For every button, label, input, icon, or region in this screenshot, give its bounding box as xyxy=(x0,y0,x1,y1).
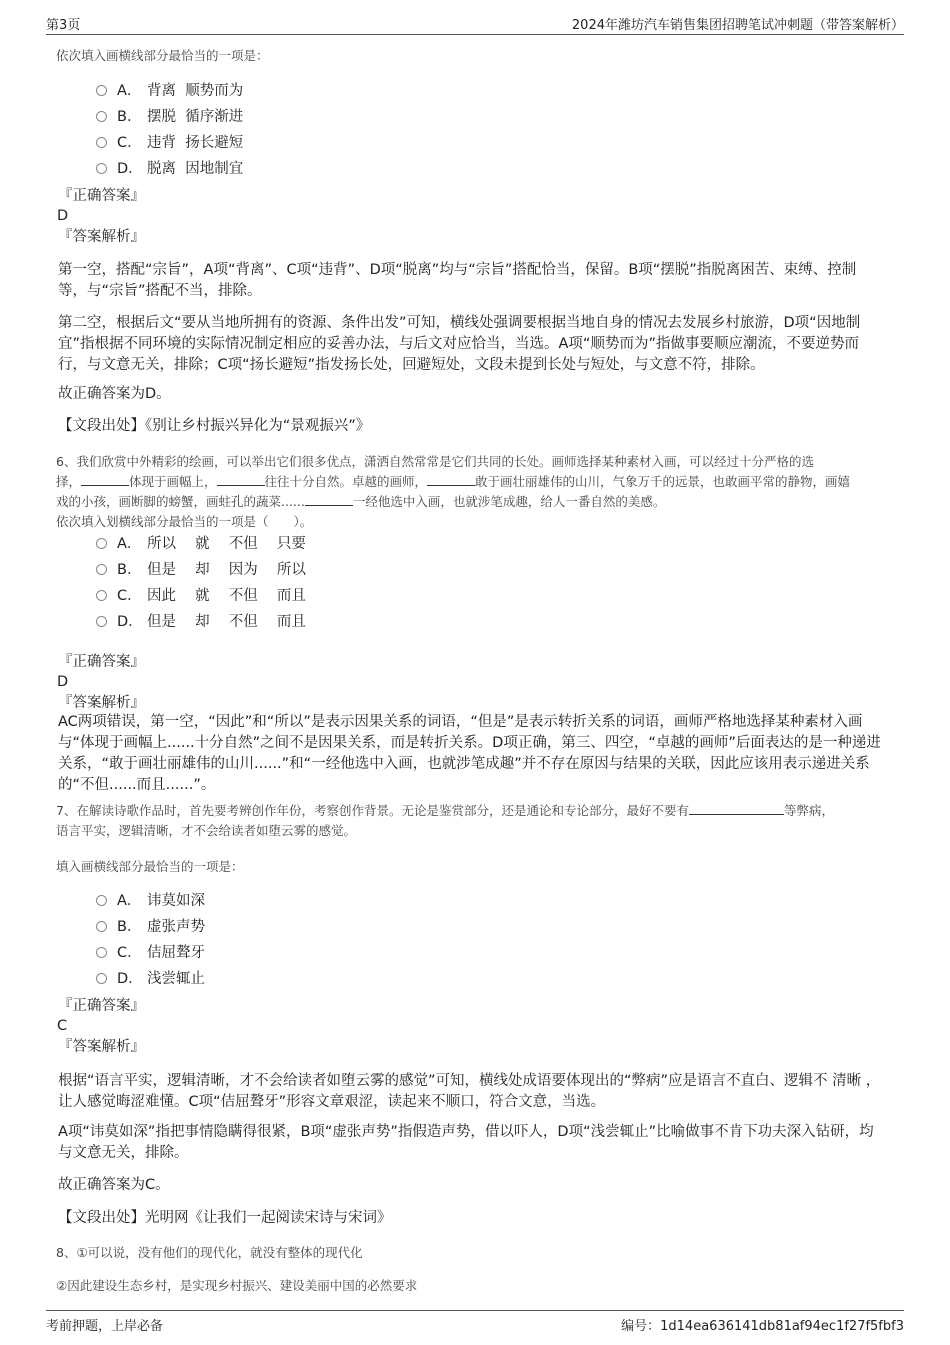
q6-option-b[interactable]: B． 但是 却 因为 所以 xyxy=(96,559,306,581)
radio-icon[interactable] xyxy=(96,616,107,627)
q6-analysis-label: 『答案解析』 xyxy=(58,695,145,711)
radio-icon[interactable] xyxy=(96,111,107,122)
q6-stem-line-2: 择， 体现于画幅上， 往往十分自然。卓越的画师， 敢于画壮丽雄伟的山川，气象万千的远景，也敢画平常的静物，画嬉 xyxy=(56,474,851,489)
q7-stem xyxy=(56,801,896,841)
q7-option-a[interactable]: A． 讳莫如深 xyxy=(96,890,205,912)
radio-icon[interactable] xyxy=(96,538,107,549)
fill-blank xyxy=(217,473,265,486)
q7-prompt: 填入画横线部分最恰当的一项是： xyxy=(56,859,244,874)
q5-analysis-paragraph-1: 第一空，搭配“宗旨”，A项“背离”、C项“违背”、D项“脱离”均与“宗旨”搭配恰当，保留。B项“摆脱”指脱离困苦、束缚、控制等，与“宗旨”搭配不当，排除。 xyxy=(58,262,857,299)
q7-answer-label: 『正确答案』 xyxy=(58,998,145,1014)
fill-blank xyxy=(689,802,784,815)
q7-option-b[interactable]: B． 虚张声势 xyxy=(96,916,205,938)
footer-slogan: 考前押题，上岸必备 xyxy=(46,1319,164,1334)
q7-analysis-paragraph-2: A项“讳莫如深”指把事情隐瞒得很紧，B项“虚张声势”指假造声势，借以吓人，D项“浅尝辄止”比喻做事不肯下功夫深入钻研，均与文意无关，排除。 xyxy=(58,1124,874,1161)
q6-answer: D xyxy=(57,674,69,690)
radio-icon[interactable] xyxy=(96,564,107,575)
q5-answer: D xyxy=(57,208,69,224)
q7-stem-part-1: 7、在解读诗歌作品时，首先要考辨创作年份，考察创作背景。无论是鉴赏部分，还是通论和专论部分，最好不要有 xyxy=(56,803,689,818)
radio-icon[interactable] xyxy=(96,85,107,96)
document-id: 编号：1d14ea636141db81af94ec1f27f5fbf3 xyxy=(621,1319,904,1334)
q5-option-a[interactable]: A． 背离 顺势而为 xyxy=(96,80,243,102)
q7-analysis-label: 『答案解析』 xyxy=(58,1039,145,1055)
q7-answer: C xyxy=(57,1018,68,1034)
q7-analysis-paragraph-1: 根据“语言平实，逻辑清晰，才不会给读者如堕云雾的感觉”可知，横线处成语要体现出的“弊病”应是语言不直白、逻辑不 清晰 ，让人感觉晦涩难懂。C项“佶屈聱牙”形容文章艰涩，读起来不顺口，符合文意，当选。 xyxy=(58,1073,881,1110)
q7-conclusion: 故正确答案为C。 xyxy=(58,1177,170,1193)
q5-analysis-label: 『答案解析』 xyxy=(58,229,145,245)
q7-stem-part-2: 等弊病， xyxy=(783,803,834,818)
q7-option-c[interactable]: C． 佶屈聱牙 xyxy=(96,942,205,964)
q5-analysis-paragraph-2: 第二空，根据后文“要从当地所拥有的资源、条件出发”可知，横线处强调要根据当地自身的情况去发展乡村旅游，D项“因地制宜”指根据不同环境的实际情况制定相应的妥善办法，与后文对应恰当，当选。A项“顺势而为”指做事要顺应潮流，不要逆势而行，与文意无关，排除；C项“扬长避短”指发扬长处，回避短处，文段未提到长处与短处，与文意不符，排除。 xyxy=(58,315,861,373)
radio-icon[interactable] xyxy=(96,163,107,174)
radio-icon[interactable] xyxy=(96,895,107,906)
q6-option-a[interactable]: A． 所以 就 不但 只要 xyxy=(96,533,306,555)
fill-blank xyxy=(305,493,353,506)
q6-prompt: 依次填入划横线部分最恰当的一项是（ ）。 xyxy=(56,514,313,529)
radio-icon[interactable] xyxy=(96,973,107,984)
q5-option-d[interactable]: D． 脱离 因地制宜 xyxy=(96,158,243,180)
page-header xyxy=(46,12,904,35)
q5-conclusion: 故正确答案为D。 xyxy=(58,386,171,402)
radio-icon[interactable] xyxy=(96,921,107,932)
radio-icon[interactable] xyxy=(96,947,107,958)
q8-line-2: ②因此建设生态乡村，是实现乡村振兴、建设美丽中国的必然要求 xyxy=(56,1278,418,1293)
q7-stem-part-3: 语言平实，逻辑清晰，才不会给读者如堕云雾的感觉。 xyxy=(56,823,357,838)
q5-option-b[interactable]: B． 摆脱 循序渐进 xyxy=(96,106,243,128)
document-title: 2024年潍坊汽车销售集团招聘笔试冲刺题（带答案解析） xyxy=(571,18,904,33)
fill-blank xyxy=(427,473,475,486)
q6-analysis: AC两项错误，第一空，“因此”和“所以”是表示因果关系的词语，“但是”是表示转折关系的词语，画师严格地选择某种素材入画与“体现于画幅上......十分自然”之间不是因果关系，而是转折关系。D项正确，第三、四空，“卓越的画师”后面表达的是一种递进关系，“敢于画壮丽雄伟的山川......”和“一经他选中入画，也就涉笔成趣”并不存在原因与结果的关联，因此应该用表示递进关系的“不但......而且......”。 xyxy=(58,714,881,793)
q7-source: 【文段出处】光明网《让我们一起阅读宋诗与宋词》 xyxy=(58,1210,392,1226)
q6-stem-line-3: 戏的小孩，画断脚的螃蟹，画蛀孔的蔬菜...... 一经他选中入画，也就涉笔成趣，给人一番自然的美感。 xyxy=(56,494,666,509)
page-footer xyxy=(46,1310,904,1335)
q5-option-c[interactable]: C． 违背 扬长避短 xyxy=(96,132,243,154)
q6-stem-line-1: 6、我们欣赏中外精彩的绘画，可以举出它们很多优点，潇洒自然常常是它们共同的长处。画师选择某种素材入画，可以经过十分严格的选 xyxy=(56,454,814,469)
q5-source: 【文段出处】《别让乡村振兴异化为“景观振兴”》 xyxy=(58,418,371,434)
q5-prompt: 依次填入画横线部分最恰当的一项是： xyxy=(56,48,269,63)
q8-line-1: 8、①可以说，没有他们的现代化，就没有整体的现代化 xyxy=(56,1245,363,1260)
q5-answer-label: 『正确答案』 xyxy=(58,188,145,204)
fill-blank xyxy=(81,473,129,486)
q6-answer-label: 『正确答案』 xyxy=(58,654,145,670)
q7-option-d[interactable]: D． 浅尝辄止 xyxy=(96,968,205,990)
q6-stem xyxy=(56,452,896,512)
q6-option-d[interactable]: D． 但是 却 不但 而且 xyxy=(96,611,306,633)
q6-option-c[interactable]: C． 因此 就 不但 而且 xyxy=(96,585,306,607)
page-number: 第3页 xyxy=(46,18,81,33)
radio-icon[interactable] xyxy=(96,137,107,148)
radio-icon[interactable] xyxy=(96,590,107,601)
